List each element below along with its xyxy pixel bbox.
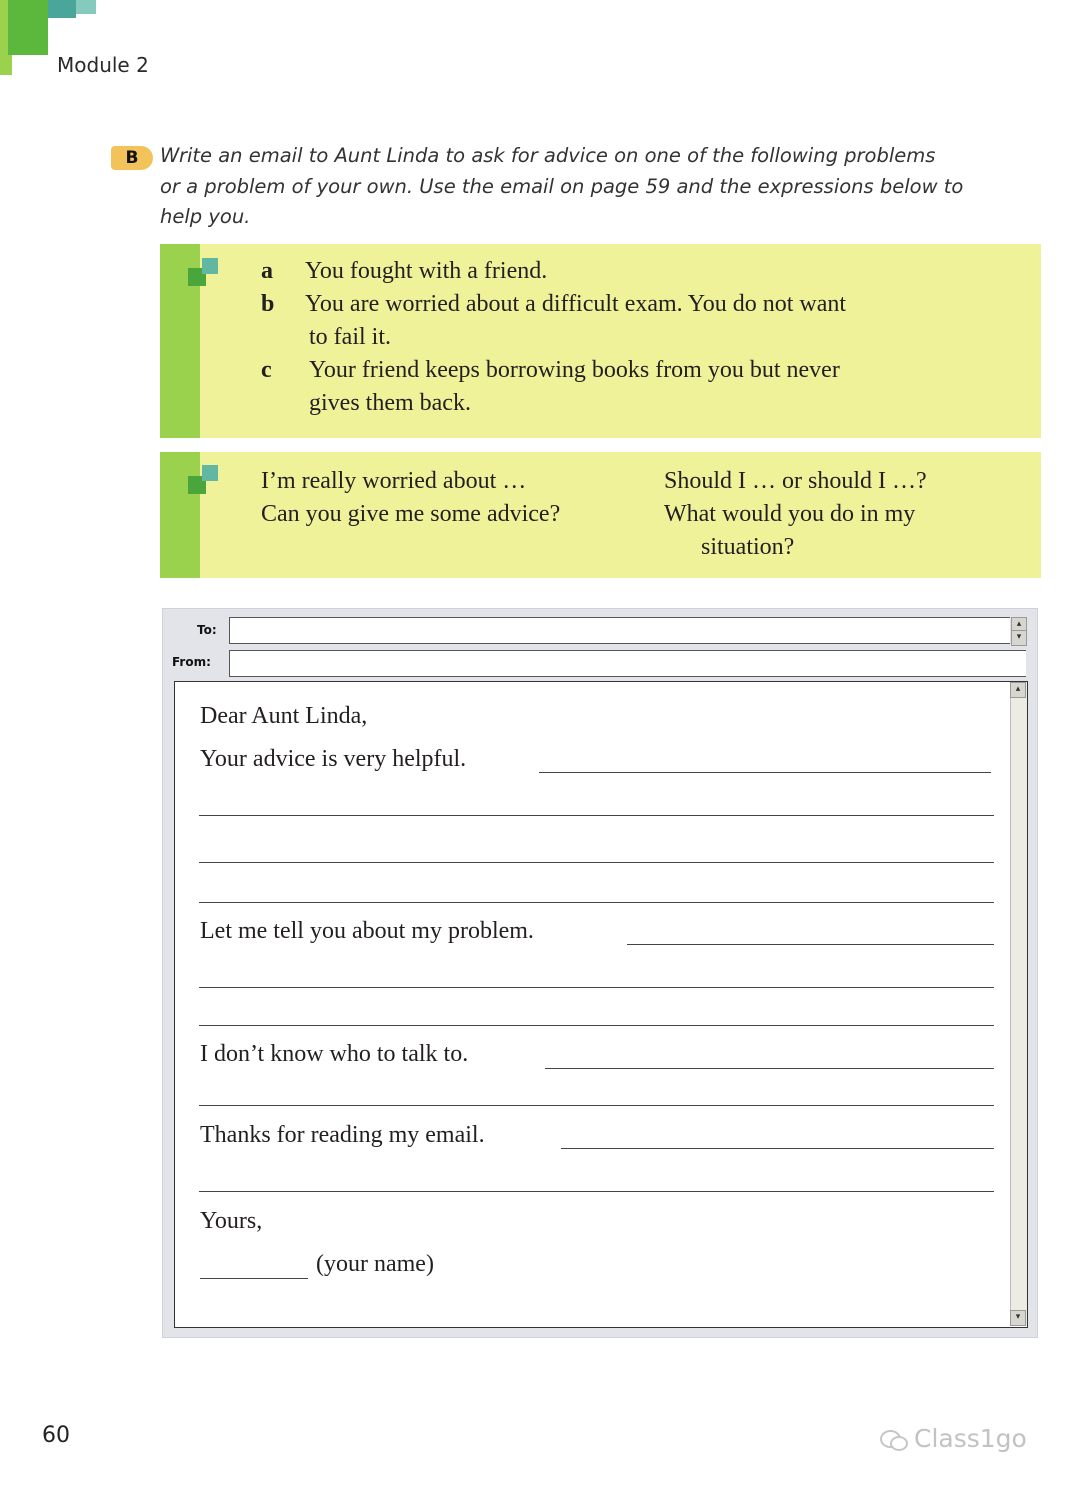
email-closing: Yours, [200,1208,263,1234]
page-number: 60 [42,1423,70,1448]
from-field[interactable] [229,650,1026,677]
from-label: From: [172,655,211,669]
expressions-box [160,452,1041,578]
exercise-instruction: Write an email to Aunt Linda to ask for advice on one of the following problems or a problem of your own. Use the email on page 59 and the expressions below to help you. [160,144,964,228]
scroll-down-icon[interactable]: ▾ [1010,1310,1026,1326]
exercise-badge: B [111,146,153,170]
expression: I’m really worried about … [261,468,527,494]
expression: situation? [701,534,795,560]
to-label: To: [197,623,217,637]
expression: What would you do in my [664,501,916,527]
body-scrollbar[interactable] [1010,682,1027,1326]
email-greeting: Dear Aunt Linda, [200,703,368,729]
module-label: Module 2 [57,53,149,77]
email-prompt: I don’t know who to talk to. [200,1041,469,1067]
box-marker-icon [202,465,218,481]
writing-line[interactable] [199,987,994,988]
writing-line[interactable] [199,1105,994,1106]
problems-box: a You fought with a friend. b You are worried about a difficult exam. You do not want to fail it. c Your friend keeps borrowing books from you but never gives them back. [160,244,1041,438]
watermark-text: Class1go [914,1424,1027,1453]
to-field[interactable] [229,617,1010,644]
name-hint: (your name) [316,1251,434,1277]
email-prompt: Your advice is very helpful. [200,746,467,772]
email-prompt: Let me tell you about my problem. [200,918,534,944]
scroll-down-icon[interactable]: ▾ [1011,630,1027,646]
box-marker-icon [202,258,218,274]
scroll-up-icon[interactable]: ▴ [1011,617,1027,633]
expression: Should I … or should I …? [664,468,927,494]
name-line[interactable] [200,1278,308,1279]
writing-line[interactable] [199,815,994,816]
expression: Can you give me some advice? [261,501,561,527]
writing-line[interactable] [627,944,994,945]
writing-line[interactable] [199,1025,994,1026]
writing-line[interactable] [561,1148,994,1149]
scroll-up-icon[interactable]: ▴ [1010,682,1026,698]
email-body[interactable] [174,681,1028,1328]
email-prompt: Thanks for reading my email. [200,1122,485,1148]
writing-line[interactable] [539,772,991,773]
box-side-bar [160,452,200,578]
watermark [880,1424,1027,1453]
writing-line[interactable] [199,1191,994,1192]
wechat-icon [880,1428,908,1450]
writing-line[interactable] [199,902,994,903]
writing-line[interactable] [199,862,994,863]
writing-line[interactable] [545,1068,994,1069]
